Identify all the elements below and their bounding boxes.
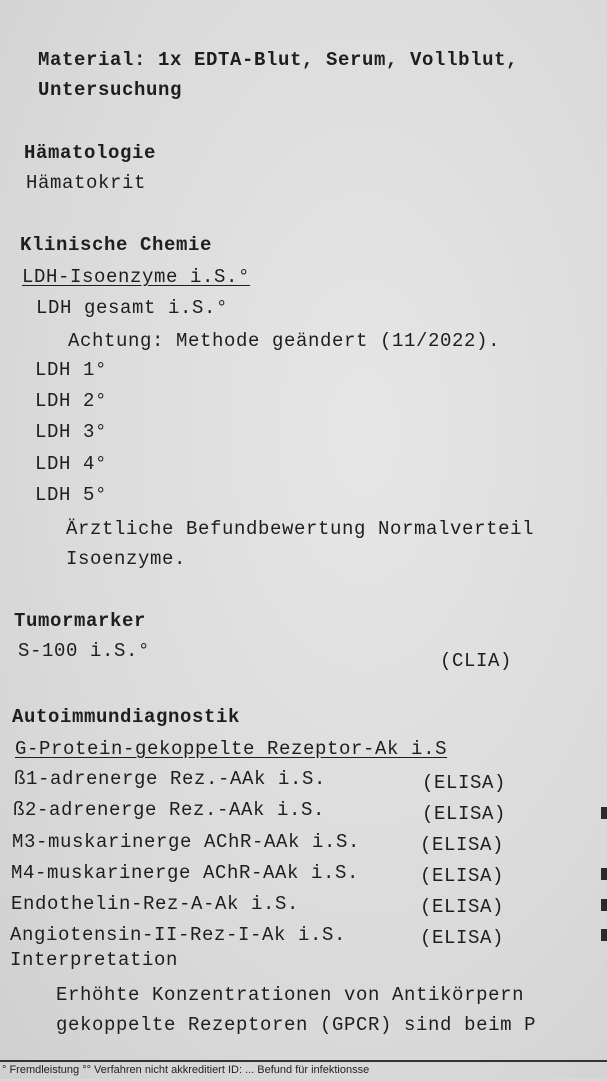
method-elisa: (ELISA) [422,803,507,825]
interpretation-title: Interpretation [10,949,179,971]
test-ldh-5: LDH 5° [35,484,108,506]
test-b1-adrenerg: ß1-adrenerge Rez.-AAk i.S. [14,768,327,790]
cut-off-value-mark [601,899,607,911]
test-m3-muskarinerg: M3-muskarinerge AChR-AAk i.S. [12,831,361,853]
material-line: Material: 1x EDTA-Blut, Serum, Vollblut, [38,49,519,71]
cut-off-value-mark [601,929,607,941]
method-elisa: (ELISA) [422,772,507,794]
test-endothelin: Endothelin-Rez-A-Ak i.S. [11,893,300,915]
test-angiotensin: Angiotensin-II-Rez-I-Ak i.S. [10,924,347,946]
method-elisa: (ELISA) [420,865,505,887]
group-ldh-isoenzyme: LDH-Isoenzyme i.S.° [22,266,251,288]
interpretation-line1: Erhöhte Konzentrationen von Antikörpern [56,984,525,1006]
test-ldh-3: LDH 3° [35,421,108,443]
section-title-autoimmundiagnostik: Autoimmundiagnostik [12,706,241,728]
method-note: Achtung: Methode geändert (11/2022). [68,330,501,352]
cut-off-value-mark [601,807,607,819]
section-title-haematologie: Hämatologie [24,142,157,164]
befundbewertung-line2: Isoenzyme. [66,548,187,570]
method-clia: (CLIA) [440,650,513,672]
interpretation-line2: gekoppelte Rezeptoren (GPCR) sind beim P [56,1014,537,1036]
footer-legend: ° Fremdleistung °° Verfahren nicht akkreditiert ID: ... Befund für infektionsse [0,1060,607,1081]
cut-off-value-mark [601,868,607,880]
method-elisa: (ELISA) [420,834,505,856]
test-ldh-2: LDH 2° [35,390,108,412]
method-elisa: (ELISA) [420,927,505,949]
test-s100: S-100 i.S.° [18,640,151,662]
test-haematokrit: Hämatokrit [26,172,147,194]
test-m4-muskarinerg: M4-muskarinerge AChR-AAk i.S. [11,862,360,884]
befundbewertung-line1: Ärztliche Befundbewertung Normalverteil [66,518,535,540]
test-ldh-4: LDH 4° [35,453,108,475]
test-ldh-1: LDH 1° [35,359,108,381]
test-b2-adrenerg: ß2-adrenerge Rez.-AAk i.S. [13,799,326,821]
section-title-tumormarker: Tumormarker [14,610,147,632]
section-title-klinische-chemie: Klinische Chemie [20,234,213,256]
method-elisa: (ELISA) [420,896,505,918]
untersuchung-label: Untersuchung [38,79,183,101]
group-gpcr-ak: G-Protein-gekoppelte Rezeptor-Ak i.S [15,738,448,760]
test-ldh-gesamt: LDH gesamt i.S.° [36,297,229,319]
